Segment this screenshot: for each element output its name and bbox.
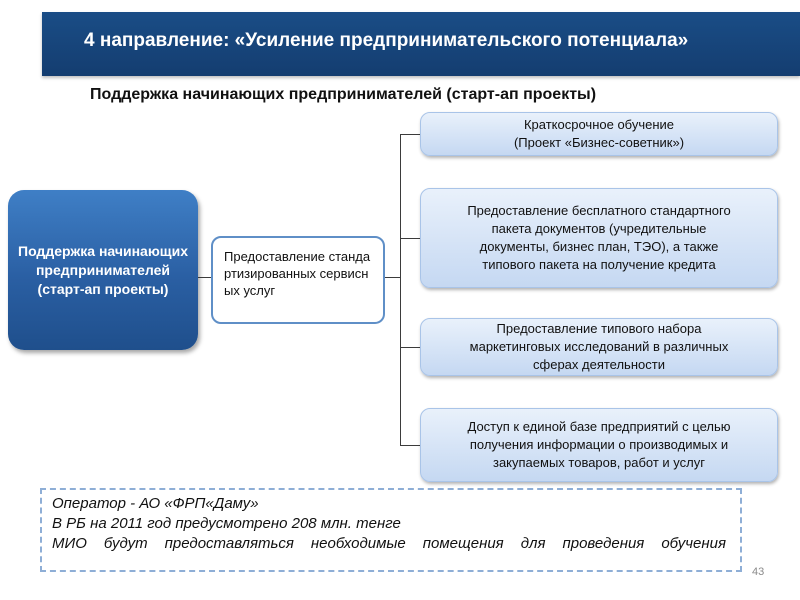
connector-item-2 [400,238,420,239]
item-node-4-line: получения информации о производимых и [469,437,729,452]
item-node-4-line: Доступ к единой базе предприятий с целью [467,419,731,434]
item-node-3 [420,318,778,376]
footer-budget: В РБ на 2011 год предусмотрено 208 млн. тенге [52,515,401,532]
page-number: 43 [752,566,765,578]
item-node-2-line: пакета документов (учредительные [491,221,707,236]
footer-note [40,488,742,572]
item-node-2 [420,188,778,288]
root-node-label: Поддержка начинающих предпринимателей (старт-ап проекты) [18,242,188,297]
root-node [8,190,198,350]
item-node-3-line: Предоставление типового набора [496,321,702,336]
item-node-1 [420,112,778,156]
connector-trunk [400,134,401,445]
item-node-3-line: маркетинговых исследований в различных [469,339,729,354]
connector-root-middle [198,277,211,278]
item-node-4-line: закупаемых товаров, работ и услуг [492,455,705,470]
connector-item-1 [400,134,420,135]
connector-middle-trunk [385,277,401,278]
item-node-1-line: Краткосрочное обучение [523,117,675,132]
middle-node [211,236,385,324]
item-node-3-line: сферах деятельности [533,357,665,372]
subtitle: Поддержка начинающих предпринимателей (старт-ап проекты) [90,86,597,103]
item-node-1-line: (Проект «Бизнес-советник») [513,135,685,150]
item-node-2-line: Предоставление бесплатного стандартного [467,203,731,218]
middle-node-label: Предоставление стандартизированных сервисных услуг [224,249,371,298]
item-node-2-line: документы, бизнес план, ТЭО), а также [479,239,719,254]
header-bar [42,12,800,76]
connector-item-3 [400,347,420,348]
footer-premises: МИО будут предоставляться необходимые помещения для проведения обучения [52,535,726,552]
item-node-4 [420,408,778,482]
connector-item-4 [400,445,420,446]
footer-operator: Оператор - АО «ФРП«Даму» [52,495,259,512]
page-title: 4 направление: «Усиление предпринимательского потенциала» [84,30,689,51]
item-node-2-line: типового пакета на получение кредита [482,257,716,272]
